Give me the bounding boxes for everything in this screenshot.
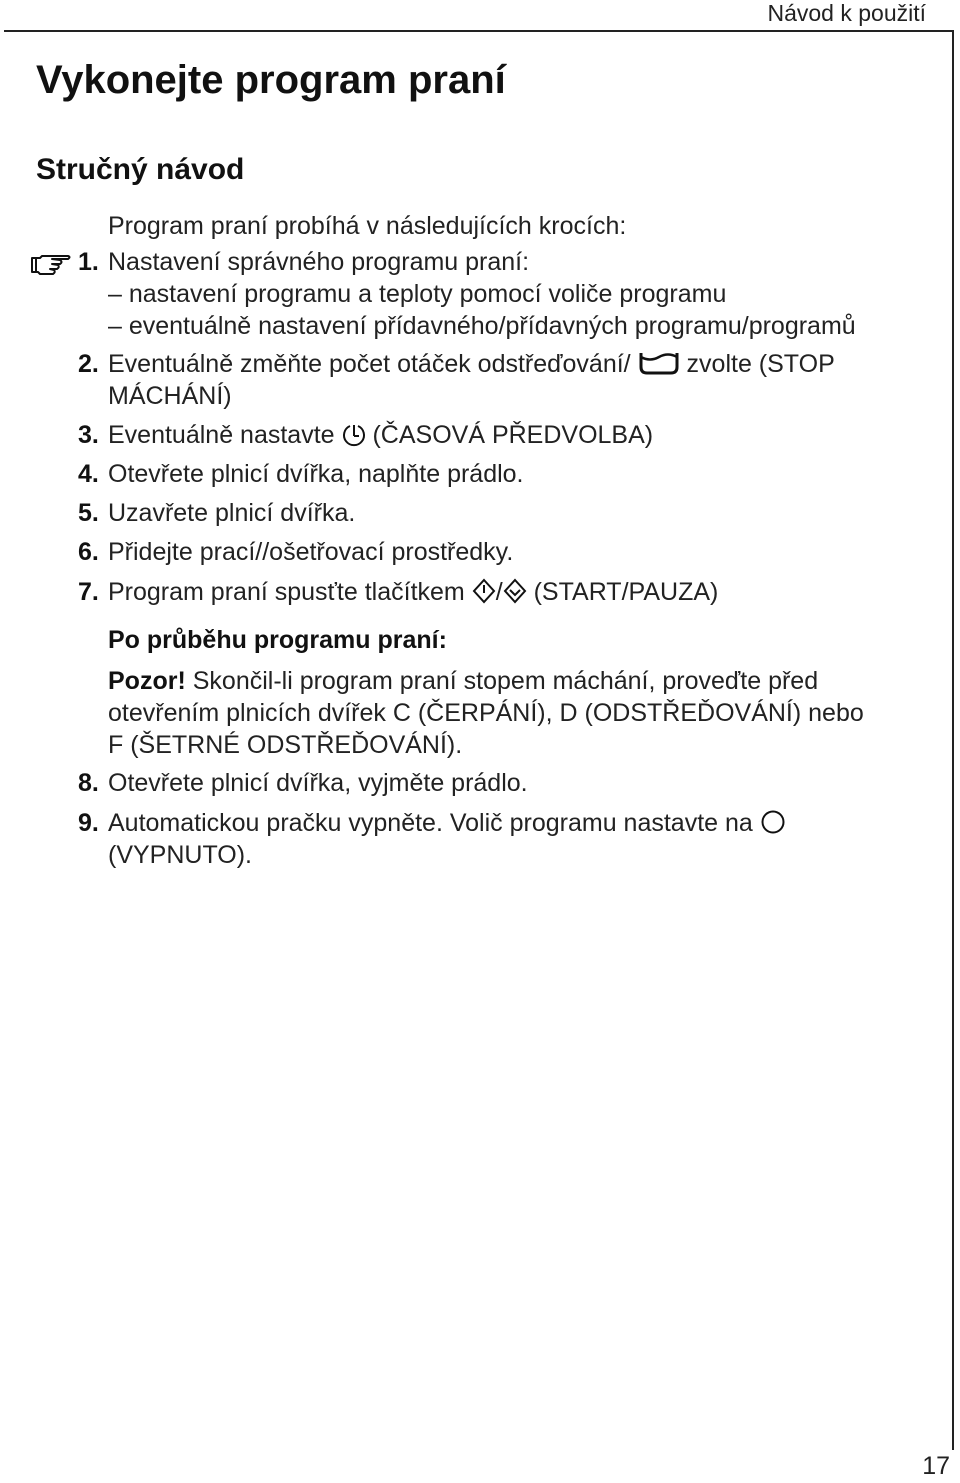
step-text-part: Eventuálně změňte počet otáček odstřeďování/ [108,350,631,378]
step-text-continued: (VYPNUTO). [108,841,252,869]
pointing-hand-icon [30,250,72,280]
step-text-part: Program praní spusťte tlačítkem [108,578,465,606]
step-sub-item: – nastavení programu a teploty pomocí voliče programu [108,280,727,308]
intro-text: Program praní probíhá v následujících krocích: [108,212,627,240]
section-title: Stručný návod [36,153,245,186]
off-circle-icon [760,809,786,835]
step-number: 2. [78,350,99,378]
step-text: Otevřete plnicí dvířka, naplňte prádlo. [108,460,524,488]
step-number: 6. [78,538,99,566]
step-number: 3. [78,421,99,449]
header-label: Návod k použití [767,0,926,26]
step-text: Otevřete plnicí dvířka, vyjměte prádlo. [108,769,528,797]
step-sub-item: – eventuálně nastavení přídavného/přídavných programu/programů [108,312,856,340]
step-number: 5. [78,499,99,527]
step-text [108,576,718,608]
step-text [108,419,653,451]
rinse-hold-icon [638,350,680,376]
step-text: Přidejte prací//ošetřovací prostředky. [108,538,514,566]
step-number: 8. [78,769,99,797]
step-number: 1. [78,248,99,276]
step-text-separator: / [495,578,503,606]
step-text-continued: MÁCHÁNÍ) [108,382,232,410]
header-rule [4,30,954,32]
step-text [108,348,835,380]
margin-rule [952,30,954,1450]
warning-text: otevřením plnicích dvířek C (ČERPÁNÍ), D (ODSTŘEĎOVÁNÍ) nebo [108,699,864,727]
step-text-part: (START/PAUZA) [533,578,719,606]
warning-label: Pozor! [108,667,186,695]
step-text: Uzavřete plnicí dvířka. [108,499,356,527]
warning-line [108,665,818,697]
step-text-part: zvolte (STOP [686,350,835,378]
step-number: 9. [78,809,99,837]
running-header [0,0,960,32]
page-number: 17 [922,1452,950,1480]
page-title: Vykonejte program praní [36,58,506,102]
start-icon [472,578,496,604]
step-text-part: Automatickou pračku vypněte. Volič programu nastavte na [108,809,753,837]
warning-text: F (ŠETRNÉ ODSTŘEĎOVÁNÍ). [108,731,463,759]
delay-timer-icon [342,423,366,447]
step-text-part: Eventuálně nastavte [108,421,335,449]
step-text [108,807,786,839]
pause-icon [503,578,527,604]
step-text: Nastavení správného programu praní: [108,248,530,276]
warning-text: Skončil-li program praní stopem máchání, proveďte před [192,667,819,695]
step-text-part: (ČASOVÁ PŘEDVOLBA) [372,421,654,449]
step-number: 4. [78,460,99,488]
after-heading: Po průběhu programu praní: [108,626,447,654]
step-number: 7. [78,578,99,606]
